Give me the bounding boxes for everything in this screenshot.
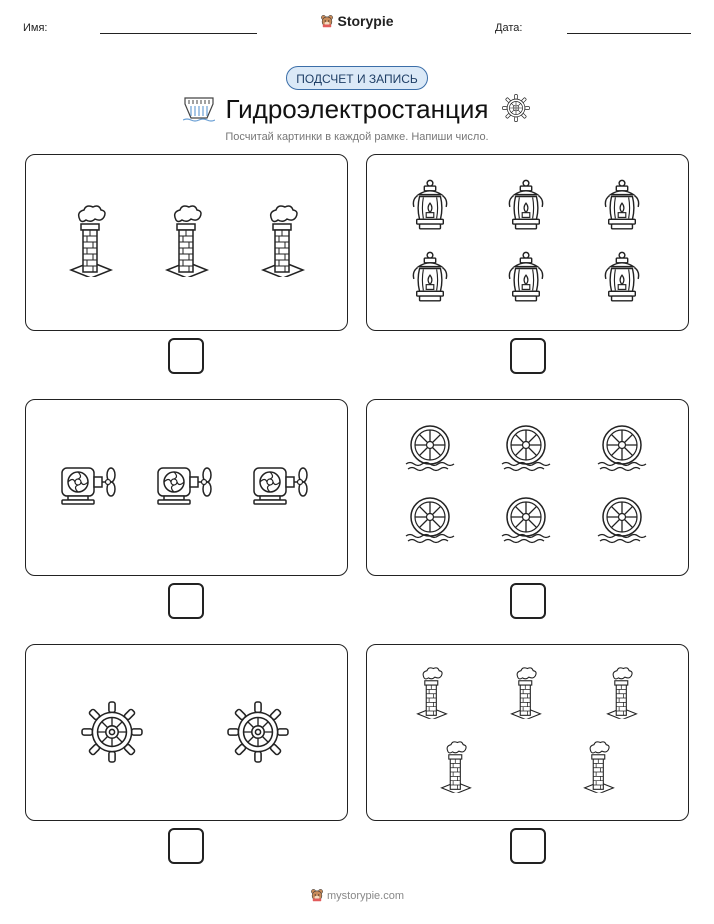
page-title: Гидроэлектростанция (225, 94, 489, 124)
bear-logo-icon (320, 14, 334, 28)
chimney-icon (604, 667, 640, 719)
count-panel-2 (366, 154, 689, 331)
water-wheel-icon (597, 424, 647, 474)
water-wheel-icon (501, 424, 551, 474)
count-panel-4 (366, 399, 689, 576)
name-line[interactable] (100, 33, 257, 34)
answer-box-4[interactable] (510, 583, 546, 619)
lantern-icon (507, 251, 545, 305)
count-panel-5 (25, 644, 348, 821)
chimney-icon (414, 667, 450, 719)
lantern-icon (411, 251, 449, 305)
ship-wheel-icon (81, 701, 143, 763)
count-panel-1 (25, 154, 348, 331)
lantern-icon (603, 251, 641, 305)
water-wheel-icon (501, 496, 551, 546)
date-line[interactable] (567, 33, 691, 34)
activity-badge: ПОДСЧЕТ И ЗАПИСЬ (286, 66, 428, 90)
water-wheel-icon (405, 424, 455, 474)
water-wheel-icon (597, 496, 647, 546)
date-label: Дата: (495, 22, 523, 34)
chimney-icon (162, 205, 212, 277)
chimney-icon (508, 667, 544, 719)
answer-box-5[interactable] (168, 828, 204, 864)
chimney-icon (258, 205, 308, 277)
ship-wheel-icon (227, 701, 289, 763)
instructions: Посчитай картинки в каждой рамке. Напиши число. (225, 131, 489, 143)
brand (0, 13, 714, 29)
chimney-icon (581, 741, 617, 793)
water-wheel-icon (405, 496, 455, 546)
bear-logo-icon (310, 888, 324, 902)
footer-url[interactable]: mystorypie.com (326, 890, 405, 902)
count-panel-3 (25, 399, 348, 576)
answer-box-3[interactable] (168, 583, 204, 619)
turbine-generator-icon (156, 464, 216, 508)
lantern-icon (507, 179, 545, 233)
lantern-icon (411, 179, 449, 233)
name-label: Имя: (23, 22, 48, 34)
footer (0, 888, 714, 902)
count-panel-6 (366, 644, 689, 821)
answer-box-1[interactable] (168, 338, 204, 374)
chimney-icon (438, 741, 474, 793)
chimney-icon (66, 205, 116, 277)
brand-name: Storypie (337, 13, 394, 29)
turbine-generator-icon (60, 464, 120, 508)
answer-box-6[interactable] (510, 828, 546, 864)
answer-box-2[interactable] (510, 338, 546, 374)
lantern-icon (603, 179, 641, 233)
ship-wheel-deco-icon (502, 94, 530, 122)
turbine-generator-icon (252, 464, 312, 508)
